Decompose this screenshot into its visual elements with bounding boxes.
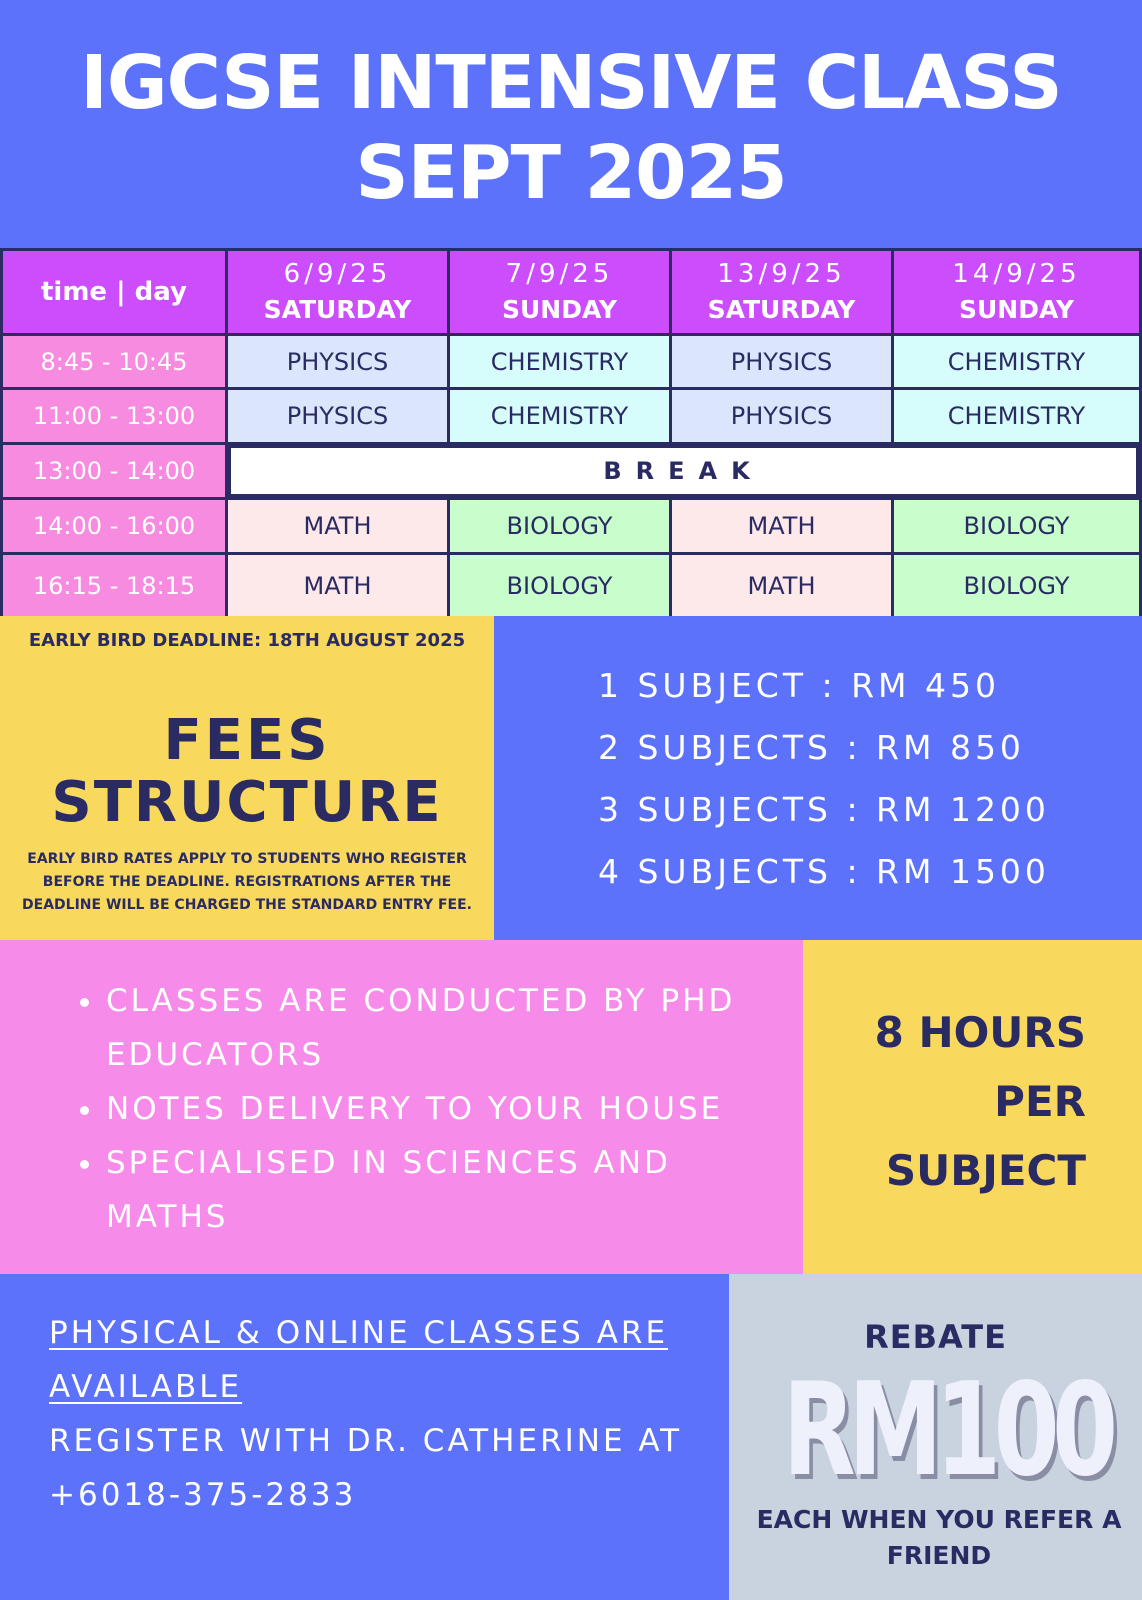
price-item: 4 SUBJECTS : RM 1500: [598, 852, 1050, 891]
rebate-panel: [729, 1274, 1142, 1600]
day-header: [450, 251, 669, 333]
day-weekday: SUNDAY: [958, 295, 1075, 324]
subject-cell: CHEMISTRY: [894, 336, 1139, 387]
subject-cell: CHEMISTRY: [450, 336, 669, 387]
day-date: 14/9/25: [952, 259, 1081, 289]
subject-cell: PHYSICS: [228, 336, 447, 387]
hours-line-1: 8 HOURS: [874, 1008, 1086, 1057]
register-line: REGISTER WITH DR. CATHERINE AT: [49, 1423, 683, 1459]
time-slot: 8:45 - 10:45: [3, 336, 225, 387]
time-slot: 16:15 - 18:15: [3, 555, 225, 616]
subject-cell: PHYSICS: [672, 336, 891, 387]
subject-cell: MATH: [228, 555, 447, 616]
day-header: [672, 251, 891, 333]
break-cell: BREAK: [231, 448, 1136, 494]
time-slot: 13:00 - 14:00: [3, 445, 225, 497]
day-weekday: SATURDAY: [263, 295, 412, 324]
price-item: 3 SUBJECTS : RM 1200: [598, 790, 1050, 829]
subject-cell: BIOLOGY: [894, 500, 1139, 552]
rebate-amount: RM100: [782, 1356, 1111, 1505]
corner-header: time | day: [3, 251, 225, 333]
features-panel: [0, 940, 803, 1274]
subject-cell: CHEMISTRY: [450, 390, 669, 442]
fees-note: EARLY BIRD RATES APPLY TO STUDENTS WHO REGISTER BEFORE THE DEADLINE. REGISTRATIONS AFTER THE DEADLINE WILL BE CHARGED THE STANDARD ENTRY FEE.: [22, 851, 472, 913]
availability-line-2: AVAILABLE: [49, 1369, 243, 1405]
day-weekday: SATURDAY: [707, 295, 856, 324]
contact-panel: [0, 1274, 729, 1600]
day-header: [228, 251, 447, 333]
features-list: [76, 974, 776, 1244]
day-date: 6/9/25: [283, 259, 392, 289]
subject-cell: BIOLOGY: [450, 500, 669, 552]
hours-line-3: SUBJECT: [885, 1146, 1086, 1195]
price-item: 2 SUBJECTS : RM 850: [598, 728, 1025, 767]
subject-cell: MATH: [228, 500, 447, 552]
feature-item: CLASSES ARE CONDUCTED BY PHD EDUCATORS: [76, 974, 776, 1082]
day-weekday: SUNDAY: [501, 295, 618, 324]
subject-cell: MATH: [672, 555, 891, 616]
hours-panel: [803, 940, 1142, 1274]
early-bird-deadline: EARLY BIRD DEADLINE: 18TH AUGUST 2025: [28, 630, 466, 651]
subject-cell: MATH: [672, 500, 891, 552]
subject-cell: BIOLOGY: [450, 555, 669, 616]
hours-line-2: PER: [994, 1077, 1086, 1126]
subject-cell: PHYSICS: [228, 390, 447, 442]
fees-panel: [0, 616, 494, 940]
subject-cell: CHEMISTRY: [894, 390, 1139, 442]
day-header: [894, 251, 1139, 333]
phone-number: +6018-375-2833: [49, 1477, 357, 1513]
time-slot: 14:00 - 16:00: [3, 500, 225, 552]
title-line-2: SEPT 2025: [355, 130, 787, 216]
price-list: [494, 616, 1142, 940]
day-date: 7/9/25: [505, 259, 614, 289]
subject-cell: BIOLOGY: [894, 555, 1139, 616]
poster-header: [0, 0, 1142, 248]
availability-line-1: PHYSICAL & ONLINE CLASSES ARE: [49, 1315, 669, 1351]
fees-title-line-1: FEES: [163, 708, 331, 773]
feature-item: SPECIALISED IN SCIENCES AND MATHS: [76, 1136, 776, 1244]
rebate-title: REBATE: [864, 1318, 1007, 1356]
fees-title-line-2: STRUCTURE: [51, 770, 443, 835]
subject-cell: PHYSICS: [672, 390, 891, 442]
rebate-subtitle: EACH WHEN YOU REFER A FRIEND: [756, 1505, 1122, 1570]
time-slot: 11:00 - 13:00: [3, 390, 225, 442]
price-item: 1 SUBJECT : RM 450: [598, 666, 1000, 705]
title-line-1: IGCSE INTENSIVE CLASS: [80, 40, 1062, 126]
day-date: 13/9/25: [717, 259, 846, 289]
schedule-table: [0, 248, 1142, 616]
feature-item: NOTES DELIVERY TO YOUR HOUSE: [76, 1082, 776, 1136]
